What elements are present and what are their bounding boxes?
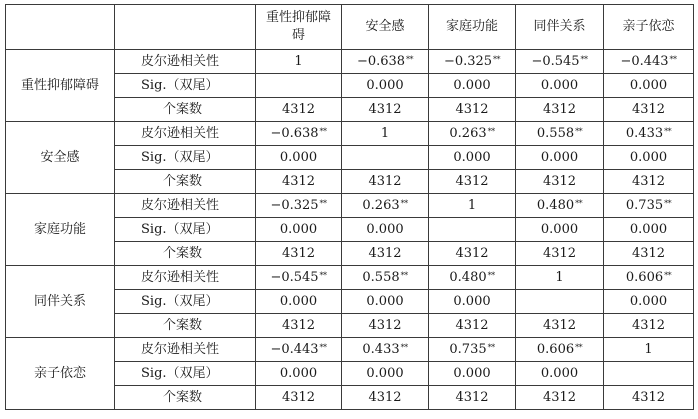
cell-sig-depression-depression — [256, 74, 342, 98]
cell-sig-family-function-peer-relation: 0.000 — [516, 218, 604, 242]
cell-sig-security-depression: 0.000 — [256, 146, 342, 170]
correlation-value: −0.443 — [270, 341, 319, 357]
stat-label-count: 个案数 — [115, 170, 256, 194]
cell-sig-peer-relation-depression: 0.000 — [256, 290, 342, 314]
row-group-label-family-function: 家庭功能 — [6, 194, 115, 266]
stat-label-sig: Sig.（双尾） — [115, 218, 256, 242]
significance-marker: ** — [400, 342, 408, 352]
significance-marker: ** — [669, 54, 677, 64]
correlation-value: 1 — [467, 197, 477, 213]
correlation-value: 0.433 — [625, 125, 664, 141]
cell-count-peer-relation-peer-relation: 4312 — [516, 314, 604, 338]
correlation-value: 0.263 — [362, 197, 400, 213]
cell-pearson-peer-relation-peer-relation — [516, 266, 604, 290]
cell-sig-family-function-security: 0.000 — [342, 218, 429, 242]
cell-pearson-depression-peer-relation — [516, 50, 604, 74]
significance-marker: ** — [575, 198, 583, 208]
correlation-value: 0.735 — [449, 341, 487, 357]
cell-count-parent-attachment-security: 4312 — [342, 386, 429, 410]
cell-pearson-family-function-family-function — [429, 194, 516, 218]
correlation-value: 1 — [555, 269, 564, 285]
significance-marker: ** — [664, 270, 672, 280]
stat-label-pearson: 皮尔逊相关性 — [115, 338, 256, 362]
correlation-value: 0.558 — [362, 269, 400, 285]
correlation-value: −0.638 — [270, 125, 319, 141]
cell-count-security-family-function: 4312 — [429, 170, 516, 194]
stat-label-count: 个案数 — [115, 98, 256, 122]
table-body — [6, 50, 694, 410]
header-col-parent-attachment: 亲子依恋 — [604, 5, 694, 50]
correlation-value: −0.325 — [270, 197, 319, 213]
cell-pearson-security-parent-attachment — [604, 122, 694, 146]
correlation-value: 0.480 — [449, 269, 487, 285]
cell-pearson-peer-relation-security — [342, 266, 429, 290]
significance-marker: ** — [575, 342, 583, 352]
stat-label-count: 个案数 — [115, 314, 256, 338]
significance-marker: ** — [664, 126, 672, 136]
cell-sig-parent-attachment-depression: 0.000 — [256, 362, 342, 386]
stat-label-sig: Sig.（双尾） — [115, 362, 256, 386]
significance-marker: ** — [664, 198, 672, 208]
stat-label-sig: Sig.（双尾） — [115, 290, 256, 314]
cell-sig-parent-attachment-family-function: 0.000 — [429, 362, 516, 386]
significance-marker: ** — [580, 54, 588, 64]
correlation-value: −0.545 — [270, 269, 319, 285]
row-group-label-parent-attachment: 亲子依恋 — [6, 338, 115, 410]
stat-label-pearson: 皮尔逊相关性 — [115, 122, 256, 146]
cell-sig-parent-attachment-security: 0.000 — [342, 362, 429, 386]
cell-pearson-parent-attachment-security — [342, 338, 429, 362]
correlation-table — [5, 4, 694, 410]
correlation-value: 0.606 — [536, 341, 575, 357]
correlation-value: 1 — [294, 53, 303, 69]
cell-sig-security-peer-relation: 0.000 — [516, 146, 604, 170]
correlation-value: 0.433 — [362, 341, 400, 357]
stat-label-count: 个案数 — [115, 242, 256, 266]
cell-pearson-security-security — [342, 122, 429, 146]
correlation-value: −0.545 — [531, 53, 580, 69]
cell-count-security-peer-relation: 4312 — [516, 170, 604, 194]
cell-sig-family-function-family-function — [429, 218, 516, 242]
cell-count-parent-attachment-peer-relation: 4312 — [516, 386, 604, 410]
correlation-value: 0.480 — [536, 197, 575, 213]
cell-pearson-parent-attachment-family-function — [429, 338, 516, 362]
cell-pearson-peer-relation-depression — [256, 266, 342, 290]
cell-sig-peer-relation-peer-relation — [516, 290, 604, 314]
stat-label-sig: Sig.（双尾） — [115, 146, 256, 170]
cell-count-family-function-depression: 4312 — [256, 242, 342, 266]
header-col-family-function: 家庭功能 — [429, 5, 516, 50]
correlation-value: −0.638 — [356, 53, 406, 69]
cell-count-peer-relation-security: 4312 — [342, 314, 429, 338]
significance-marker: ** — [319, 126, 327, 136]
cell-sig-parent-attachment-peer-relation: 0.000 — [516, 362, 604, 386]
cell-sig-depression-peer-relation: 0.000 — [516, 74, 604, 98]
cell-sig-parent-attachment-parent-attachment — [604, 362, 694, 386]
cell-count-family-function-peer-relation: 4312 — [516, 242, 604, 266]
significance-marker: ** — [319, 198, 327, 208]
significance-marker: ** — [487, 342, 495, 352]
cell-pearson-family-function-parent-attachment — [604, 194, 694, 218]
stat-label-pearson: 皮尔逊相关性 — [115, 50, 256, 74]
significance-marker: ** — [487, 270, 495, 280]
cell-count-depression-parent-attachment: 4312 — [604, 98, 694, 122]
correlation-value: 0.606 — [625, 269, 664, 285]
cell-pearson-family-function-depression — [256, 194, 342, 218]
cell-count-security-parent-attachment: 4312 — [604, 170, 694, 194]
significance-marker: ** — [575, 126, 583, 136]
cell-count-depression-family-function: 4312 — [429, 98, 516, 122]
cell-pearson-depression-security — [342, 50, 429, 74]
cell-count-parent-attachment-parent-attachment: 4312 — [604, 386, 694, 410]
significance-marker: ** — [400, 270, 408, 280]
cell-sig-peer-relation-family-function: 0.000 — [429, 290, 516, 314]
cell-sig-security-parent-attachment: 0.000 — [604, 146, 694, 170]
cell-sig-depression-family-function: 0.000 — [429, 74, 516, 98]
table-header — [6, 5, 694, 50]
cell-pearson-peer-relation-family-function — [429, 266, 516, 290]
cell-sig-security-family-function: 0.000 — [429, 146, 516, 170]
header-stat-cell — [115, 5, 256, 50]
table-row — [6, 266, 694, 290]
cell-pearson-depression-parent-attachment — [604, 50, 694, 74]
cell-count-depression-security: 4312 — [342, 98, 429, 122]
significance-marker: ** — [406, 54, 414, 64]
cell-count-security-depression: 4312 — [256, 170, 342, 194]
significance-marker: ** — [400, 198, 408, 208]
cell-sig-family-function-parent-attachment: 0.000 — [604, 218, 694, 242]
row-group-label-peer-relation: 同伴关系 — [6, 266, 115, 338]
cell-count-peer-relation-parent-attachment: 4312 — [604, 314, 694, 338]
row-group-label-depression: 重性抑郁障碍 — [6, 50, 115, 122]
cell-count-family-function-parent-attachment: 4312 — [604, 242, 694, 266]
header-corner-cell — [6, 5, 115, 50]
cell-pearson-parent-attachment-depression — [256, 338, 342, 362]
cell-pearson-peer-relation-parent-attachment — [604, 266, 694, 290]
cell-sig-security-security — [342, 146, 429, 170]
cell-sig-peer-relation-parent-attachment: 0.000 — [604, 290, 694, 314]
cell-count-family-function-family-function: 4312 — [429, 242, 516, 266]
significance-marker: ** — [487, 126, 495, 136]
header-col-security: 安全感 — [342, 5, 429, 50]
cell-count-security-security: 4312 — [342, 170, 429, 194]
stat-label-pearson: 皮尔逊相关性 — [115, 266, 256, 290]
stat-label-sig: Sig.（双尾） — [115, 74, 256, 98]
table-row — [6, 194, 694, 218]
stat-label-count: 个案数 — [115, 386, 256, 410]
cell-pearson-parent-attachment-peer-relation — [516, 338, 604, 362]
cell-pearson-family-function-peer-relation — [516, 194, 604, 218]
correlation-value: 1 — [380, 125, 390, 141]
cell-pearson-security-family-function — [429, 122, 516, 146]
header-col-peer-relation: 同伴关系 — [516, 5, 604, 50]
table-row — [6, 50, 694, 74]
correlation-value: 0.263 — [449, 125, 487, 141]
cell-pearson-depression-family-function — [429, 50, 516, 74]
table-row — [6, 122, 694, 146]
cell-pearson-parent-attachment-parent-attachment — [604, 338, 694, 362]
cell-count-parent-attachment-depression: 4312 — [256, 386, 342, 410]
cell-count-peer-relation-depression: 4312 — [256, 314, 342, 338]
correlation-value: 0.558 — [536, 125, 575, 141]
header-col-depression: 重性抑郁障碍 — [256, 5, 342, 50]
row-group-label-security: 安全感 — [6, 122, 115, 194]
table-row — [6, 338, 694, 362]
cell-count-depression-peer-relation: 4312 — [516, 98, 604, 122]
cell-sig-family-function-depression: 0.000 — [256, 218, 342, 242]
stat-label-pearson: 皮尔逊相关性 — [115, 194, 256, 218]
header-row — [6, 5, 694, 50]
correlation-value: 1 — [644, 341, 653, 357]
cell-count-parent-attachment-family-function: 4312 — [429, 386, 516, 410]
cell-pearson-family-function-security — [342, 194, 429, 218]
cell-count-depression-depression: 4312 — [256, 98, 342, 122]
correlation-value: −0.325 — [443, 53, 493, 69]
cell-sig-peer-relation-security: 0.000 — [342, 290, 429, 314]
cell-sig-depression-security: 0.000 — [342, 74, 429, 98]
correlation-value: 0.735 — [625, 197, 664, 213]
cell-pearson-security-peer-relation — [516, 122, 604, 146]
significance-marker: ** — [319, 270, 327, 280]
significance-marker: ** — [319, 342, 327, 352]
cell-pearson-security-depression — [256, 122, 342, 146]
cell-count-family-function-security: 4312 — [342, 242, 429, 266]
cell-sig-depression-parent-attachment: 0.000 — [604, 74, 694, 98]
cell-pearson-depression-depression — [256, 50, 342, 74]
correlation-value: −0.443 — [620, 53, 669, 69]
significance-marker: ** — [493, 54, 501, 64]
cell-count-peer-relation-family-function: 4312 — [429, 314, 516, 338]
